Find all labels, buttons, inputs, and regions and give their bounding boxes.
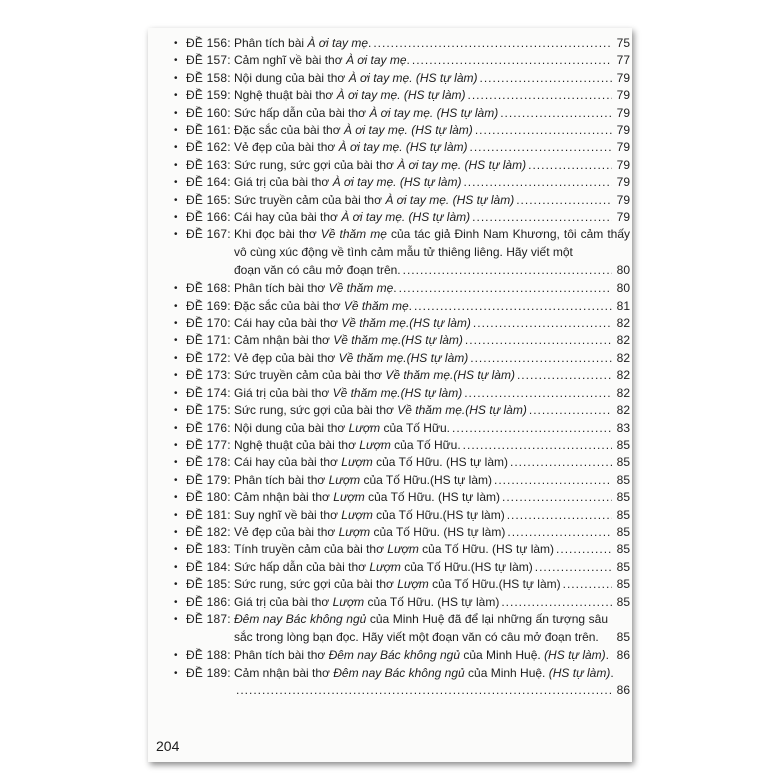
entry-title-rest: của Minh Huệ. bbox=[464, 665, 549, 680]
poem-title: Đêm nay Bác không ngủ bbox=[328, 648, 461, 663]
entry-number: ĐỀ 187: bbox=[186, 611, 231, 626]
toc-entry bbox=[174, 367, 630, 384]
dot-leader bbox=[480, 70, 613, 87]
toc-entry-189 bbox=[174, 665, 630, 700]
toc-entry bbox=[174, 385, 630, 402]
poem-title: Về thăm mẹ.(HS tự làm) bbox=[397, 403, 527, 418]
bullet-icon: • bbox=[174, 318, 178, 330]
bullet-icon: • bbox=[174, 212, 178, 224]
entry-title: Phân tích bài bbox=[234, 36, 308, 50]
table-of-contents bbox=[174, 35, 630, 699]
entry-title: Cảm nhận bài thơ bbox=[234, 665, 334, 680]
dot-leader bbox=[507, 524, 612, 541]
poem-title: À ơi tay mẹ. (HS tự làm) bbox=[343, 123, 473, 138]
bullet-icon: • bbox=[174, 474, 178, 486]
poem-title: Về thăm mẹ.(HS tự làm) bbox=[338, 350, 469, 365]
bullet-icon: • bbox=[174, 352, 178, 364]
poem-title: Về thăm mẹ bbox=[343, 298, 409, 313]
page-ref: 83 bbox=[616, 420, 630, 435]
bullet-icon: • bbox=[174, 370, 178, 382]
entry-title-rest: của Tố Hữu. (HS tự làm) bbox=[370, 524, 506, 539]
poem-title: Về thăm mẹ bbox=[328, 281, 394, 296]
entry-title-rest: của Tố Hữu.(HS tự làm) bbox=[360, 472, 493, 487]
entry-number: ĐỀ 180: bbox=[186, 490, 231, 505]
entry-number: ĐỀ 157: bbox=[186, 53, 231, 68]
bullet-icon: • bbox=[174, 159, 178, 171]
entry-title-rest: của Tố Hữu.(HS tự làm) bbox=[428, 577, 561, 592]
toc-entry bbox=[174, 122, 630, 139]
entry-title-rest: của Tố Hữu. (HS tự làm) bbox=[364, 490, 501, 505]
bullet-icon: • bbox=[174, 229, 178, 241]
toc-entry bbox=[174, 280, 630, 297]
toc-entry bbox=[174, 70, 630, 87]
dot-leader bbox=[528, 157, 612, 174]
entry-title: Cái hay của bài thơ bbox=[234, 316, 342, 331]
dot-leader bbox=[468, 87, 613, 104]
bullet-icon: • bbox=[174, 194, 178, 206]
entry-title: Đặc sắc của bài thơ bbox=[234, 298, 344, 313]
toc-entry bbox=[174, 507, 630, 524]
entry-title: Sức rung, sức gợi của bài thơ bbox=[234, 403, 398, 418]
entry-title-rest: của tác giả Đinh Nam Khương, tôi cảm thấy vô cùng xúc động về tình cảm mẫu tử thiêng liêng. Hãy viết một bbox=[234, 227, 630, 260]
poem-title: À ơi tay mẹ bbox=[345, 53, 407, 68]
toc-entry bbox=[174, 524, 630, 541]
toc-entry bbox=[174, 315, 630, 332]
entry-title: Đặc sắc của bài thơ bbox=[234, 123, 344, 138]
entry-number: ĐỀ 159: bbox=[186, 88, 231, 103]
entry-number: ĐỀ 179: bbox=[186, 472, 231, 487]
poem-title: Lượm bbox=[332, 594, 365, 609]
entry-number: ĐỀ 158: bbox=[186, 70, 231, 85]
entry-number: ĐỀ 160: bbox=[186, 105, 231, 120]
entry-title-rest: . bbox=[368, 36, 372, 50]
page-ref: 79 bbox=[616, 123, 630, 138]
toc-entry bbox=[174, 192, 630, 209]
entry-number: ĐỀ 182: bbox=[186, 524, 231, 539]
page-ref: 82 bbox=[616, 385, 630, 400]
toc-entry bbox=[174, 105, 630, 122]
page-ref: 85 bbox=[616, 437, 630, 452]
entry-title: Nội dung của bài thơ bbox=[234, 420, 349, 435]
entry-number: ĐỀ 189: bbox=[186, 665, 231, 680]
bullet-icon: • bbox=[174, 300, 178, 312]
entry-title: Tính truyền cảm của bài thơ bbox=[234, 542, 388, 557]
toc-entry-167 bbox=[174, 226, 630, 279]
page-ref: 85 bbox=[616, 455, 630, 470]
entry-title-rest: . bbox=[406, 53, 410, 68]
entry-number: ĐỀ 181: bbox=[186, 507, 231, 522]
dot-leader bbox=[535, 559, 612, 576]
dot-leader bbox=[463, 174, 612, 191]
page-ref: 82 bbox=[616, 333, 630, 348]
poem-title: Đêm nay Bác không ngủ bbox=[333, 665, 465, 680]
entry-title: Suy nghĩ về bài thơ bbox=[234, 507, 342, 522]
entry-title: Nghệ thuật của bài thơ bbox=[234, 437, 360, 452]
toc-entry-188 bbox=[174, 647, 630, 664]
toc-entry-187 bbox=[174, 611, 630, 646]
bullet-icon: • bbox=[174, 667, 178, 679]
bullet-icon: • bbox=[174, 579, 178, 591]
poem-title: Lượm bbox=[341, 455, 373, 470]
entry-title-rest: của Minh Huệ. bbox=[460, 648, 545, 663]
bullet-icon: • bbox=[174, 387, 178, 399]
dot-leader bbox=[500, 105, 612, 122]
page-ref: 82 bbox=[616, 316, 630, 331]
page-ref: 82 bbox=[616, 403, 630, 418]
entry-number: ĐỀ 163: bbox=[186, 157, 231, 172]
entry-number: ĐỀ 185: bbox=[186, 577, 231, 592]
dot-leader bbox=[475, 122, 612, 139]
dot-leader bbox=[464, 385, 612, 402]
page-ref: 79 bbox=[616, 210, 630, 225]
entry-title: Vẻ đẹp của bài thơ bbox=[234, 524, 339, 539]
entry-title-rest: của Tố Hữu. bbox=[380, 420, 450, 435]
dot-leader bbox=[510, 454, 612, 471]
bullet-icon: • bbox=[174, 650, 178, 662]
entry-title-rest: của Tố Hữu.(HS tự làm) bbox=[400, 559, 533, 574]
toc-entry bbox=[174, 420, 630, 437]
poem-title: Về thăm mẹ bbox=[320, 227, 387, 242]
bullet-icon: • bbox=[174, 509, 178, 521]
entry-title: Sức hấp dẫn của bài thơ bbox=[234, 559, 370, 574]
toc-entry bbox=[174, 209, 630, 226]
entry-title-end: . bbox=[610, 665, 614, 680]
page-ref: 79 bbox=[616, 140, 630, 155]
poem-title: Về thăm mẹ.(HS tự làm) bbox=[385, 368, 515, 383]
poem-title: À ơi tay mẹ. (HS tự làm) bbox=[397, 157, 527, 172]
bullet-icon: • bbox=[174, 457, 178, 469]
entry-number: ĐỀ 186: bbox=[186, 594, 231, 609]
dot-leader bbox=[507, 507, 612, 524]
dot-leader bbox=[470, 139, 613, 156]
page-ref: 79 bbox=[616, 70, 630, 85]
entry-number: ĐỀ 178: bbox=[186, 455, 231, 470]
entry-title: Cảm nhận bài thơ bbox=[234, 333, 334, 348]
entry-number: ĐỀ 176: bbox=[186, 420, 231, 435]
entry-number: ĐỀ 161: bbox=[186, 123, 231, 138]
poem-title: Lượm bbox=[328, 472, 361, 487]
page-ref: 85 bbox=[616, 594, 630, 609]
entry-title: Sức hấp dẫn của bài thơ bbox=[234, 105, 370, 120]
poem-title: Về thăm mẹ.(HS tự làm) bbox=[333, 333, 463, 348]
dot-leader bbox=[414, 298, 612, 315]
bullet-icon: • bbox=[174, 38, 178, 49]
poem-title: Lượm bbox=[348, 420, 381, 435]
page-ref: 85 bbox=[616, 472, 630, 487]
page-ref: 79 bbox=[616, 105, 630, 120]
poem-title: À ơi tay mẹ. (HS tự làm) bbox=[348, 70, 478, 85]
entry-number: ĐỀ 167: bbox=[186, 227, 231, 242]
note: (HS tự làm) bbox=[548, 665, 611, 680]
page-number: 204 bbox=[156, 738, 180, 754]
dot-leader bbox=[373, 35, 612, 52]
entry-number: ĐỀ 169: bbox=[186, 298, 231, 313]
dot-leader bbox=[236, 682, 612, 699]
entry-number: ĐỀ 188: bbox=[186, 648, 231, 663]
entry-number: ĐỀ 172: bbox=[186, 350, 231, 365]
page-ref: 80 bbox=[616, 262, 630, 277]
bullet-icon: • bbox=[174, 405, 178, 417]
entry-number: ĐỀ 171: bbox=[186, 333, 231, 348]
entry-number: ĐỀ 183: bbox=[186, 542, 231, 557]
poem-title: Lượm bbox=[387, 542, 419, 557]
entry-number: ĐỀ 156: bbox=[186, 36, 231, 50]
poem-title: Lượm bbox=[338, 524, 371, 539]
entry-title-tail: đoạn văn có câu mở đoạn trên. bbox=[234, 262, 401, 277]
bullet-icon: • bbox=[174, 72, 178, 84]
bullet-icon: • bbox=[174, 544, 178, 556]
poem-title: Về thăm mẹ.(HS tự làm) bbox=[332, 385, 463, 400]
dot-leader bbox=[463, 437, 612, 454]
page-ref: 86 bbox=[616, 648, 630, 663]
dot-leader bbox=[470, 350, 612, 367]
bullet-icon: • bbox=[174, 335, 178, 347]
page-ref: 79 bbox=[616, 175, 630, 190]
poem-title: Lượm bbox=[359, 437, 391, 452]
page-ref: 79 bbox=[616, 88, 630, 103]
poem-title: Lượm bbox=[397, 577, 429, 592]
poem-title: À ơi tay mẹ. (HS tự làm) bbox=[336, 88, 466, 103]
entry-title-end: . bbox=[605, 648, 610, 663]
page-ref: 77 bbox=[616, 53, 630, 68]
bullet-icon: • bbox=[174, 283, 178, 295]
bullet-icon: • bbox=[174, 107, 178, 119]
entry-title: Cảm nhận bài thơ bbox=[234, 490, 334, 505]
page-ref: 85 bbox=[616, 629, 630, 644]
poem-title: À ơi tay mẹ bbox=[307, 36, 368, 50]
page-ref: 75 bbox=[616, 36, 630, 50]
dot-leader bbox=[563, 576, 612, 593]
entry-number: ĐỀ 162: bbox=[186, 140, 231, 155]
entry-title: Giá trị của bài thơ bbox=[234, 385, 333, 400]
dot-leader bbox=[412, 52, 612, 69]
entry-title-rest: . bbox=[393, 281, 397, 296]
entry-title-rest: . bbox=[408, 298, 412, 313]
poem-title: Đêm nay Bác không ngủ bbox=[234, 611, 367, 626]
entry-number: ĐỀ 164: bbox=[186, 175, 231, 190]
entry-title: Sức truyền cảm của bài thơ bbox=[234, 192, 386, 207]
entry-title: Nghệ thuật bài thơ bbox=[234, 88, 337, 103]
dot-leader bbox=[465, 332, 612, 349]
bullet-icon: • bbox=[174, 492, 178, 504]
entry-number: ĐỀ 165: bbox=[186, 192, 231, 207]
entry-title-rest: của Tố Hữu. (HS tự làm) bbox=[418, 542, 555, 557]
toc-entry bbox=[174, 350, 630, 367]
bullet-icon: • bbox=[174, 596, 178, 608]
toc-entry bbox=[174, 489, 630, 506]
bullet-icon: • bbox=[174, 561, 178, 573]
page-ref: 85 bbox=[616, 507, 630, 522]
page-ref: 85 bbox=[616, 559, 630, 574]
bullet-icon: • bbox=[174, 55, 178, 67]
poem-title: Lượm bbox=[369, 559, 401, 574]
dot-leader bbox=[403, 262, 612, 280]
entry-title-rest: của Minh Huệ đã để lại những ấn tượng sâu sắc trong lòng bạn đọc. Hãy viết một đoạn văn có câu mở đoạn trên. bbox=[234, 611, 609, 644]
entry-number: ĐỀ 175: bbox=[186, 403, 231, 418]
entry-title-rest: của Tố Hữu. (HS tự làm) bbox=[364, 594, 500, 609]
entry-title-rest: của Tố Hữu. bbox=[390, 437, 461, 452]
entry-title: Sức rung, sức gợi của bài thơ bbox=[234, 157, 398, 172]
toc-entry bbox=[174, 157, 630, 174]
page-ref: 86 bbox=[616, 682, 630, 697]
page-ref: 85 bbox=[616, 490, 630, 505]
dot-leader bbox=[472, 209, 612, 226]
bullet-icon: • bbox=[174, 125, 178, 137]
toc-entry bbox=[174, 298, 630, 315]
entry-number: ĐỀ 168: bbox=[186, 281, 231, 296]
toc-entry bbox=[174, 472, 630, 489]
poem-title: À ơi tay mẹ. (HS tự làm) bbox=[385, 192, 515, 207]
dot-leader bbox=[556, 541, 612, 558]
dot-leader bbox=[473, 315, 612, 332]
entry-title: Cảm nghĩ về bài thơ bbox=[234, 53, 346, 68]
dot-leader bbox=[502, 489, 612, 506]
toc-entry bbox=[174, 52, 630, 69]
poem-title: À ơi tay mẹ. (HS tự làm) bbox=[332, 175, 462, 190]
note: (HS tự làm) bbox=[544, 648, 606, 663]
dot-leader bbox=[501, 594, 612, 611]
entry-number: ĐỀ 184: bbox=[186, 559, 231, 574]
toc-entry bbox=[174, 332, 630, 349]
page-ref: 85 bbox=[616, 524, 630, 539]
dot-leader bbox=[452, 420, 612, 437]
entry-title: Nội dung của bài thơ bbox=[234, 70, 349, 85]
toc-entry bbox=[174, 541, 630, 558]
toc-entry bbox=[174, 437, 630, 454]
entry-title: Phân tích bài thơ bbox=[234, 281, 329, 296]
poem-title: Lượm bbox=[341, 507, 373, 522]
dot-leader bbox=[516, 192, 612, 209]
toc-entry bbox=[174, 559, 630, 576]
entry-number: ĐỀ 177: bbox=[186, 437, 231, 452]
page-ref: 85 bbox=[616, 577, 630, 592]
toc-entry bbox=[174, 139, 630, 156]
bullet-icon: • bbox=[174, 526, 178, 538]
dot-leader bbox=[517, 367, 612, 384]
page-ref: 79 bbox=[616, 157, 630, 172]
entry-title: Khi đọc bài thơ bbox=[234, 227, 321, 242]
page-ref: 82 bbox=[616, 350, 630, 365]
entry-title: Vẻ đẹp của bài thơ bbox=[234, 350, 339, 365]
dot-leader bbox=[399, 280, 612, 297]
poem-title: À ơi tay mẹ. (HS tự làm) bbox=[369, 105, 499, 120]
toc-entry bbox=[174, 576, 630, 593]
toc-entry bbox=[174, 454, 630, 471]
entry-number: ĐỀ 170: bbox=[186, 316, 231, 331]
toc-entry bbox=[174, 594, 630, 611]
bullet-icon: • bbox=[174, 177, 178, 189]
page-ref: 82 bbox=[616, 368, 630, 383]
toc-entry bbox=[174, 35, 630, 52]
entry-title: Giá trị của bài thơ bbox=[234, 175, 333, 190]
entry-title-rest: của Tố Hữu. (HS tự làm) bbox=[372, 455, 509, 470]
entry-title: Cái hay của bài thơ bbox=[234, 210, 342, 225]
page-ref: 85 bbox=[616, 542, 630, 557]
bullet-icon: • bbox=[174, 439, 178, 451]
bullet-icon: • bbox=[174, 142, 178, 154]
dot-leader bbox=[494, 472, 612, 489]
entry-title: Phân tích bài thơ bbox=[234, 472, 329, 487]
entry-number: ĐỀ 173: bbox=[186, 368, 231, 383]
page-ref: 80 bbox=[616, 281, 630, 296]
page-ref: 79 bbox=[616, 192, 630, 207]
entry-title: Giá trị của bài thơ bbox=[234, 594, 333, 609]
bullet-icon: • bbox=[174, 422, 178, 434]
poem-title: À ơi tay mẹ. (HS tự làm) bbox=[338, 140, 468, 155]
toc-entry bbox=[174, 87, 630, 104]
toc-entry bbox=[174, 174, 630, 191]
dot-leader bbox=[529, 402, 612, 419]
entry-title: Sức truyền cảm của bài thơ bbox=[234, 368, 386, 383]
dot-leader bbox=[611, 647, 612, 664]
bullet-icon: • bbox=[174, 613, 178, 625]
toc-entry bbox=[174, 402, 630, 419]
page-ref: 81 bbox=[616, 298, 630, 313]
poem-title: À ơi tay mẹ. (HS tự làm) bbox=[341, 210, 471, 225]
entry-title: Cái hay của bài thơ bbox=[234, 455, 342, 470]
bullet-icon: • bbox=[174, 90, 178, 102]
entry-title: Phân tích bài thơ bbox=[234, 648, 329, 663]
poem-title: Về thăm mẹ.(HS tự làm) bbox=[341, 316, 471, 331]
poem-title: Lượm bbox=[333, 490, 365, 505]
entry-title-rest: của Tố Hữu.(HS tự làm) bbox=[372, 507, 505, 522]
entry-number: ĐỀ 166: bbox=[186, 210, 231, 225]
entry-title: Vẻ đẹp của bài thơ bbox=[234, 140, 339, 155]
entry-number: ĐỀ 174: bbox=[186, 385, 231, 400]
entry-title: Sức rung, sức gợi của bài thơ bbox=[234, 577, 398, 592]
